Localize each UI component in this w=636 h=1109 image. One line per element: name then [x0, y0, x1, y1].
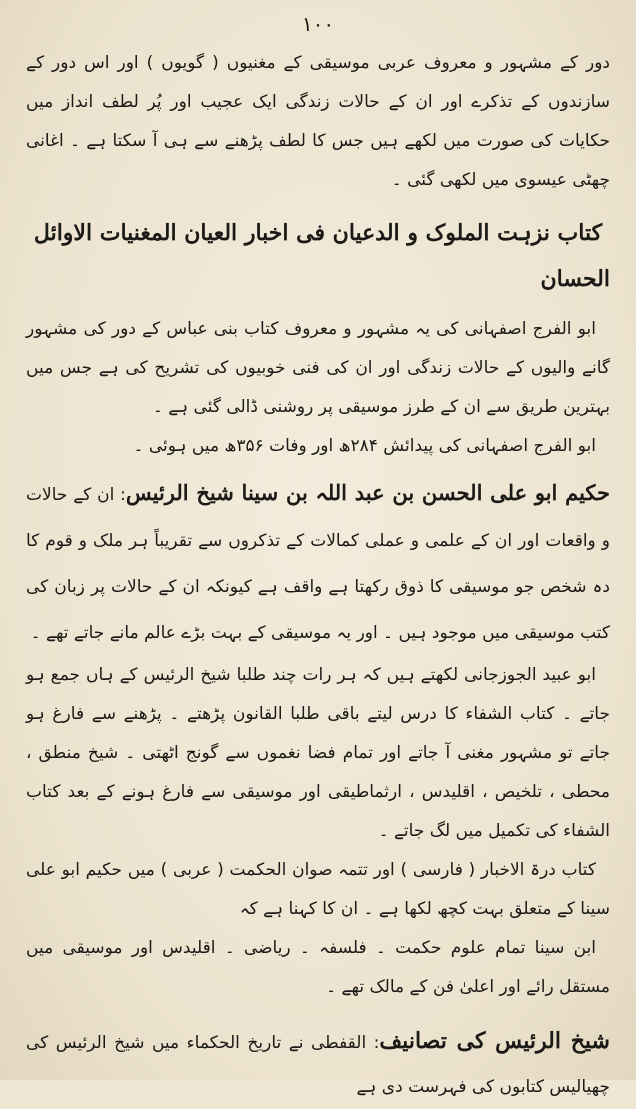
page-number: ١٠٠ — [301, 12, 335, 36]
ibn-sina-section — [26, 470, 610, 656]
kitab-heading: کتاب نزہت الملوک و الدعیان فی اخبار العیان المغنیات الاوائل الحسان — [33, 220, 610, 292]
ibn-sina-heading: حکیم ابو علی الحسن بن عبد اللہ بن سینا شیخ الرئیس — [125, 480, 610, 505]
works-section — [26, 1019, 610, 1109]
kitab-paragraph-2: ابو الفرج اصفہانی کی پیدائش ۲۸۴ھ اور وفات ۳۵۶ھ میں ہوئی ۔ — [133, 436, 596, 456]
page-body — [26, 44, 610, 1109]
works-heading: شیخ الرئیس کی تصانیف — [379, 1028, 610, 1054]
ibn-sina-paragraph-2: کتاب درۃ الاخبار ( فارسی ) اور تتمہ صوان الحکمت ( عربی ) میں حکیم ابو علی سینا کے متعلق بہت کچھ لکھا ہے ۔ ان کا کہنا ہے کہ — [26, 860, 610, 919]
intro-paragraph: دور کے مشہور و معروف عربی موسیقی کے مغنیوں ( گویوں ) اور اس دور کے سازندوں کے تذکرے اور ان کے حالات زندگی ایک عجیب اور پُر لطف انداز میں حکایات کی صورت میں لکھے ہیں جس کا لطف پڑھنے سے ہی آ سکتا ہے ۔ اغانی چھٹی عیسوی میں لکھی گئی ۔ — [26, 53, 610, 190]
ibn-sina-intro: : ان کے حالات و واقعات اور ان کے علمی و عملی کمالات کے تذکروں سے تقریباً ہر ملک و قوم کا دہ شخص جو موسیقی کا ذوق رکھتا ہے واقف ہے کیونکہ ان کے حالات پر زبان کی کتب موسیقی میں موجود ہیں ۔ اور یہ موسیقی کے بہت بڑے عالم مانے جاتے تھے ۔ — [26, 485, 610, 643]
ibn-sina-paragraph-3: ابن سینا تمام علوم حکمت ۔ فلسفہ ۔ ریاضی ۔ اقلیدس اور موسیقی میں مستقل رائے اور اعلیٰ فن کے مالک تھے ۔ — [26, 938, 610, 997]
ibn-sina-paragraph-1: ابو عبید الجوزجانی لکھتے ہیں کہ ہر رات چند طلبا شیخ الرئیس کے ہاں جمع ہو جاتے ۔ کتاب الشفاء کا درس لیتے باقی طلبا القانون پڑھتے ۔ پڑھنے سے فارغ ہو جاتے تو مشہور مغنی آ جاتے اور تمام فضا نغموں سے گونج اٹھتی ۔ شیخ منطق ، محطی ، تلخیص ، اقلیدس ، ارثماطیقی اور موسیقی سے فارغ ہونے کے بعد کتاب الشفاء کی تکمیل میں لگ جاتے ۔ — [26, 665, 610, 841]
kitab-paragraph-1: ابو الفرج اصفہانی کی یہ مشہور و معروف کتاب بنی عباس کے دور کی مشہور گانے والیوں کے حالات زندگی اور ان کی فنی خوبیوں کی تشریح کی ہے جس میں بہترین طریق سے ان کے طرز موسیقی پر روشنی ڈالی گئی ہے ۔ — [26, 319, 610, 417]
works-intro: : القفطی نے تاریخ الحکماء میں شیخ الرئیس کی چھیالیس کتابوں کی فہرست دی ہے — [26, 1033, 610, 1097]
